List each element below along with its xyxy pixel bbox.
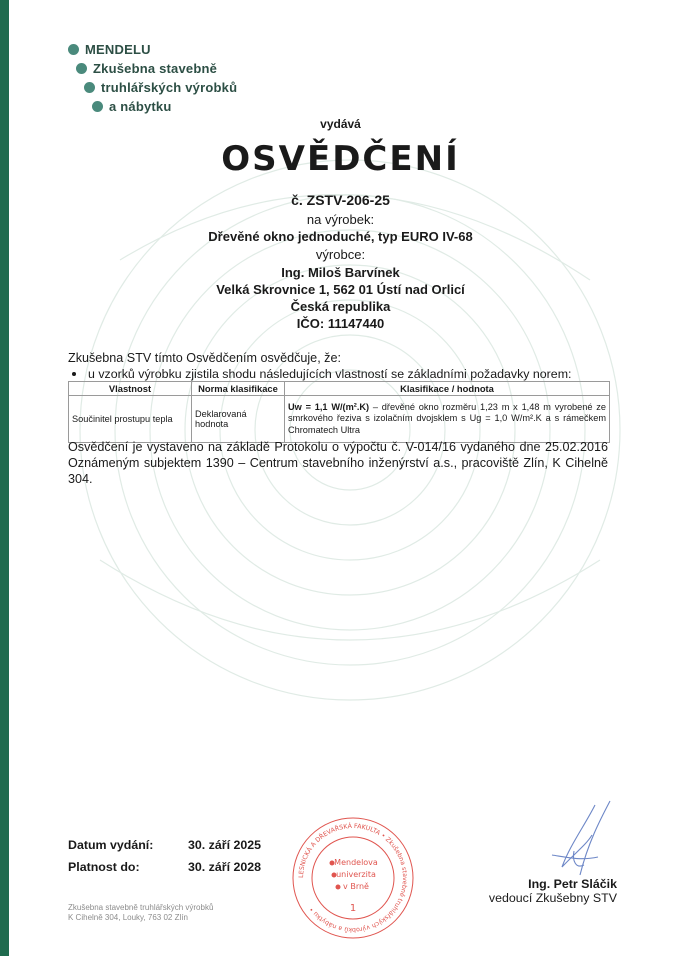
manufacturer-label: výrobce: <box>315 247 366 262</box>
stamp-center-line-2: univerzita <box>336 870 376 879</box>
footer-line-2: K Cihelně 304, Louky, 763 02 Zlín <box>68 913 188 922</box>
issues-label: vydává <box>320 117 361 131</box>
stamp-number: 1 <box>349 903 357 914</box>
stamp-center-line-1: Mendelova <box>334 858 378 867</box>
table-row <box>69 396 610 443</box>
product-label: na výrobek: <box>306 212 375 227</box>
issue-date-label: Datum vydání: <box>68 838 154 852</box>
header-value: Klasifikace / hodnota <box>285 382 610 396</box>
cell-value <box>285 396 610 443</box>
valid-date-label: Platnost do: <box>68 860 140 874</box>
cell-value-text: – dřevěné okno rozměru 1,23 m x 1,48 m vyrobené ze smrkového řeziva s izolačním dvojsklem s Ug = 1,0 W/m².K a s rámečkem Chromatech Ultra <box>288 401 607 435</box>
cell-property: Součinitel prostupu tepla <box>69 396 192 443</box>
signatory-block <box>480 877 617 905</box>
signatory-name: Ing. Petr Sláčik <box>528 877 617 891</box>
bullet-icon <box>72 372 76 376</box>
stamp-ring-text: LESNICKÁ A DŘEVAŘSKÁ FAKULTA • Zkušebna stavebně truhlářských výrobků a nábytku • <box>297 822 409 934</box>
logo-line-1: MENDELU <box>68 42 151 57</box>
stamp-dot-icon <box>336 885 341 890</box>
properties-table <box>68 381 610 443</box>
logo-line-4: a nábytku <box>92 99 171 114</box>
manufacturer-address: Velká Skrovnice 1, 562 01 Ústí nad Orlicí <box>216 282 465 297</box>
cell-norm: Deklarovaná hodnota <box>192 396 285 443</box>
stamp-center-line-3: v Brně <box>343 882 369 891</box>
manufacturer-ico: IČO: 11147440 <box>296 316 385 331</box>
header-norm: Norma klasifikace <box>192 382 285 396</box>
bullet-item: u vzorků výrobku zjistila shodu následujících vlastností se základními požadavky norem: <box>68 367 571 381</box>
logo-line-3: truhlářských výrobků <box>84 80 237 95</box>
certificate-number: č. ZSTV-206-25 <box>291 192 390 208</box>
footer-line-1: Zkušebna stavebně truhlářských výrobků <box>68 903 214 912</box>
logo-dot-icon <box>68 44 79 55</box>
issue-date-value: 30. září 2025 <box>188 838 262 852</box>
footer-address <box>68 903 213 923</box>
cell-value-bold: Uw = 1,1 W/(m².K) <box>288 401 370 412</box>
official-stamp <box>290 815 416 941</box>
logo-line-2: Zkušebna stavebně <box>76 61 217 76</box>
manufacturer-country: Česká republika <box>290 299 391 314</box>
protocol-text: Osvědčení je vystaveno na základě Protokolu o výpočtu č. V-014/16 vydaného dne 25.02.2016 Oznámeným subjektem 1390 – Centrum stavebního inženýrství a.s., pracoviště Zlín, K Cihelně 304. <box>68 440 608 486</box>
logo-dot-icon <box>92 101 103 112</box>
logo-dot-icon <box>76 63 87 74</box>
certificate-title: OSVĚDČENÍ <box>221 139 460 179</box>
intro-text: Zkušebna STV tímto Osvědčením osvědčuje, že: <box>68 351 341 365</box>
logo-dot-icon <box>84 82 95 93</box>
table-header-row <box>69 382 610 396</box>
product-name: Dřevěné okno jednoduché, typ EURO IV-68 <box>208 229 473 244</box>
signature-image <box>540 795 630 885</box>
valid-date-value: 30. září 2028 <box>188 860 262 874</box>
header-property: Vlastnost <box>69 382 192 396</box>
manufacturer-name: Ing. Miloš Barvínek <box>281 265 400 280</box>
signatory-role: vedoucí Zkušebny STV <box>488 891 617 905</box>
